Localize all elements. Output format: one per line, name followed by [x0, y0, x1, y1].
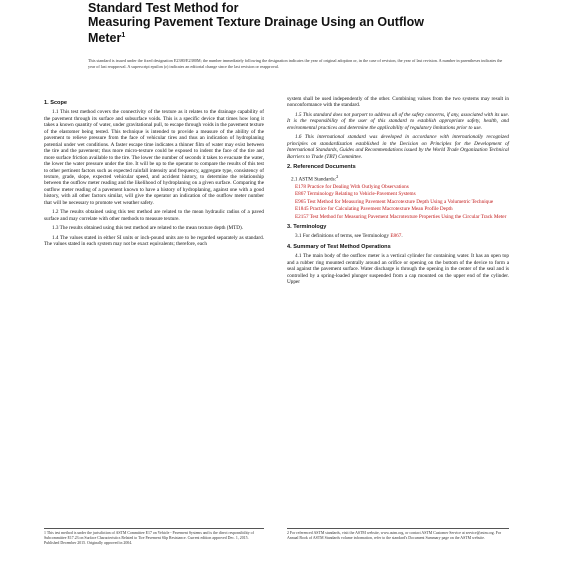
- paragraph-1-5: 1.5 This standard does not purport to address all of the safety concerns, if any, associated with its use. It is the responsibility of the user of this standard to establish appropriate safety, health, and environmental practices and determine the applicability of regulatory limitations prior to use.: [287, 111, 509, 131]
- reference-item[interactable]: [287, 191, 509, 197]
- reference-title[interactable]: Terminology Relating to Vehicle-Pavement Systems: [307, 191, 416, 198]
- reference-code[interactable]: E965: [295, 198, 306, 205]
- reference-item[interactable]: [287, 184, 509, 190]
- document-title: [88, 2, 528, 46]
- reference-code[interactable]: E2157: [295, 213, 309, 220]
- paragraph-4-1: 4.1 The main body of the outflow meter is a vertical cylinder for containing water. It has an open top and a rubber ring mounted centrally around an orifice or opening on the bottom of the device to form a seal against the pavement surface. Water discharge is through the opening in the center of the seal and is controlled by a spring-loaded plunger suspended from a cap mounted on the upper end of the cylinder. Upper: [287, 253, 509, 286]
- section-heading-scope: 1. Scope: [44, 100, 68, 106]
- astm-standards-line: [287, 174, 509, 183]
- astm-footnote-mark: 2: [336, 173, 339, 179]
- title-line-3: [88, 29, 528, 46]
- reference-item[interactable]: [287, 214, 509, 220]
- reference-code[interactable]: E1845: [295, 206, 309, 213]
- reference-code[interactable]: E178: [295, 183, 306, 190]
- footnote-1: 1 This test method is under the jurisdiction of ASTM Committee E17 on Vehicle - Pavement Systems and is the direct responsibility of Subcommittee E17.23 on Surface Characteristics Related to Tire Pavement Slip Resistance. Current edition approved Dec. 1, 2015. Published December 2015. Originally approved in 2004.: [44, 528, 264, 546]
- reference-title[interactable]: Practice for Calculating Pavement Macrotexture Mean Profile Depth: [309, 206, 453, 213]
- section-heading-summary: 4. Summary of Test Method Operations: [287, 243, 391, 250]
- paragraph-1-3: 1.3 The results obtained using this test method are related to the mean texture depth (MTD).: [52, 225, 244, 232]
- reference-title[interactable]: Test Method for Measuring Pavement Macrotexture Properties Using the Circular Track Meter: [309, 213, 507, 220]
- astm-standards-label: 2.1 ASTM Standards:: [291, 176, 337, 183]
- right-column: [287, 96, 509, 289]
- paragraph-1-2: 1.2 The results obtained using this test method are related to the mean hydraulic radius of a paved surface and may correlate with other methods to measure texture.: [44, 209, 264, 222]
- terminology-reference-link[interactable]: E867: [390, 233, 402, 240]
- title-line-3-text: Meter: [88, 31, 122, 46]
- title-line-1: Standard Test Method for: [88, 1, 239, 15]
- reference-title[interactable]: Practice for Dealing With Outlying Observations: [307, 183, 409, 190]
- paragraph-3-1: [287, 233, 509, 239]
- footnote-2: 2 For referenced ASTM standards, visit the ASTM website, www.astm.org, or contact ASTM Customer Service at service@astm.org. For Annual Book of ASTM Standards volume information, refer to the standard's Document Summary page on the ASTM website.: [287, 528, 509, 541]
- left-column: [44, 96, 264, 251]
- reference-item[interactable]: [287, 206, 509, 212]
- section-heading-terminology: 3. Terminology: [287, 223, 327, 230]
- reference-title[interactable]: Test Method for Measuring Pavement Macrotexture Depth Using a Volumetric Technique: [307, 198, 494, 205]
- designation-notice: This standard is issued under the fixed designation E2380/E2380M; the number immediately following the designation indicates the year of original adoption or, in the case of revision, the year of last revision. A number in parentheses indicates the year of last reapproval. A superscript epsilon (ε) indicates an editorial change since the last revision or reapproval.: [88, 58, 503, 69]
- title-footnote-mark: 1: [121, 32, 126, 39]
- paragraph-1-4: 1.4 The values stated in either SI units or inch-pound units are to be regarded separately as standard. The values stated in each system may not be exact equivalents; therefore, each: [44, 234, 264, 248]
- reference-item[interactable]: [287, 199, 509, 205]
- title-line-2: Measuring Pavement Texture Drainage Using an Outflow: [88, 14, 424, 29]
- paragraph-1-6: 1.6 This international standard was developed in accordance with internationally recognized principles on standardization established in the Decision on Principles for the Development of International Standards, Guides and Recommendations issued by the World Trade Organization Technical Barriers to Trade (TBT) Committee.: [287, 134, 509, 160]
- section-heading-referenced-documents: 2. Referenced Documents: [287, 164, 356, 171]
- paragraph-3-1-text: 3.1 For definitions of terms, see Terminology: [295, 233, 390, 240]
- paragraph-3-1-end: .: [401, 233, 403, 240]
- paragraph-1-1: 1.1 This test method covers the connectivity of the texture as it relates to the drainage capability of the pavement through its surface and subsurface voids. This is a specific device that times how long it takes a known quantity of water, under gravitational pull, to escape through voids in the pavement texture of the elastomer being tested. This technique is intended to provide a measure of the ability of the pavement to relieve pressure from the face of vehicular tires and thus an indication of hydroplaning potential under wet conditions. A faster escape time indicates a thinner film of water may exist between the tire and the pavement; thus more micro-texture could be exposed to indent the face of the tire and more surface friction available to the tire. The lower the number of seconds it takes to evacuate the water, the lower the water pressure under the tire. It will be up to the operator to compare the results of this test to other pertinent factors such as expected rainfall intensity and frequency, aggregate type, consistency of texture, grade, slope, expected vehicular speed, and accident history, to determine the relationship between the outflow meter reading and the likelihood of hydroplaning on a given surface. Comparing the outflow meter reading of a pavement known to have a history of hydroplaning, against one with a good history, with all other factors similar, will give the operator an indication of the outflow meter number that will be necessary to promote wet weather safety.: [44, 109, 264, 206]
- reference-code[interactable]: E867: [295, 191, 306, 198]
- paragraph-1-4-continued: system shall be used independently of the other. Combining values from the two systems may result in nonconformance with the standard.: [287, 96, 509, 109]
